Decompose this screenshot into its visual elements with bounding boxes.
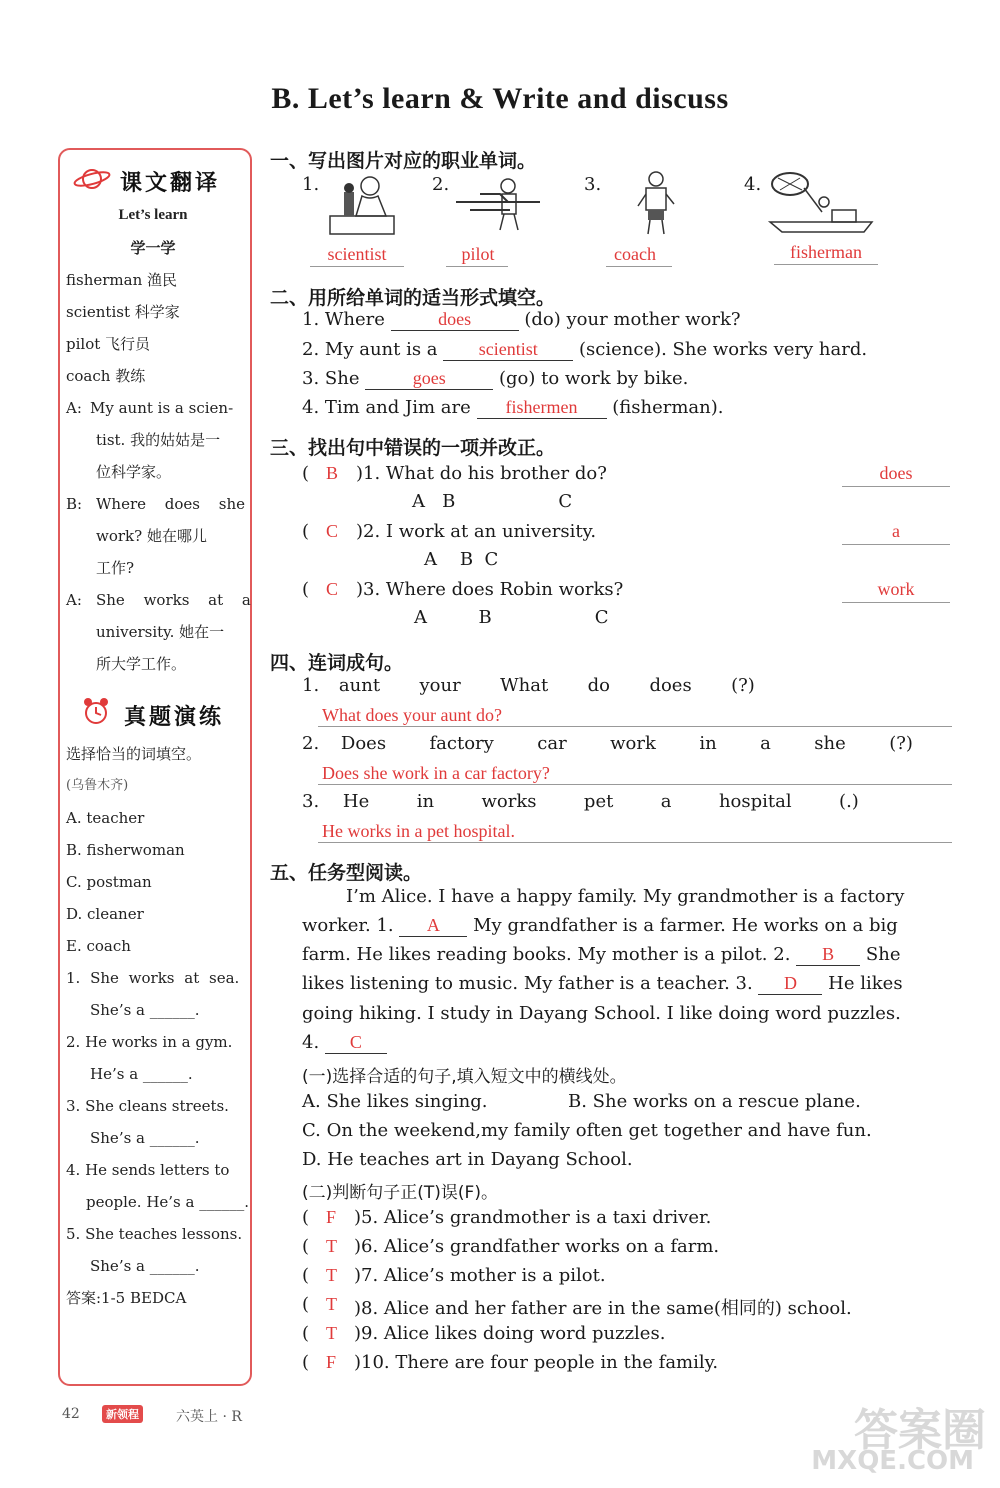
tf-answer: T [326,1294,337,1314]
dialog-line: My aunt is a scien- [90,399,234,417]
passage-line: going hiking. I study in Dayang School. I like doing word puzzles. [302,1003,901,1024]
tf-statement: )6. Alice’s grandfather works on a farm. [354,1236,720,1257]
option-a: A. She likes singing. [302,1091,488,1112]
fill-line-4 [302,397,724,419]
passage-blank: D [758,973,822,995]
error-correction: does [879,463,913,483]
dialog-line: tist. 我的姑姑是一 [96,431,221,449]
tf-answer: F [326,1207,337,1227]
question-line: He’s a ______. [90,1065,193,1083]
passage-line: I’m Alice. I have a happy family. My grandmother is a factory [346,886,905,907]
answer-pilot: pilot [461,244,495,264]
question-line: 5. She teaches lessons. [66,1225,243,1243]
answer-scientist: scientist [327,244,387,264]
planet-icon [72,164,112,198]
dialog-line: 工作? [96,559,135,577]
error-sentence: )3. Where does Robin works? [356,579,624,600]
section5-heading: 五、任务型阅读。 [270,862,423,884]
tf-answer: T [326,1323,337,1343]
fill-line-1 [302,309,741,331]
watermark-site: MXQE.COM [811,1446,974,1476]
dialog-line: She works at a [96,591,251,609]
vocab-item: fisherman 渔民 [66,271,178,289]
tf-answer: F [326,1352,337,1372]
fill-answer: goes [365,368,493,390]
passage-blank: B [796,944,860,966]
option-item: D. cleaner [66,905,144,923]
part1-heading: (一)选择合适的句子,填入短文中的横线处。 [302,1067,627,1087]
question-line: 4. He sends letters to [66,1161,230,1179]
passage-line: likes listening to music. My father is a teacher. 3. D He likes [302,973,903,994]
scrambled-words: 2. Does factory car work in a she (?) [302,733,913,754]
scrambled-words: 3. He in works pet a hospital (.) [302,791,859,812]
coach-icon [634,170,678,240]
sentence-answer: What does your aunt do? [322,705,502,725]
tf-statement: )9. Alice likes doing word puzzles. [354,1323,666,1344]
fill-pre: 1. Where [302,309,385,330]
tf-statement: )5. Alice’s grandmother is a taxi driver. [354,1207,712,1228]
fill-answer: does [391,309,519,331]
tf-answer: T [326,1236,337,1256]
scrambled-words: 1. aunt your What do does (?) [302,675,755,696]
answer-coach: coach [614,244,656,264]
tf-statement: )8. Alice and her father are in the same(相同的) school. [354,1298,852,1319]
fill-answer: scientist [443,339,573,361]
error-labels: A B C [414,607,609,628]
error-choice: C [326,521,339,541]
watermark: 答案圈 [854,1405,986,1456]
section4-heading: 四、连词成句。 [270,652,404,674]
vocab-item: scientist 科学家 [66,303,180,321]
grade-label: 六英上 · R [176,1409,242,1425]
passage-line: 4. C [302,1032,387,1054]
error-choice: B [326,463,339,483]
option-item: B. fisherwoman [66,841,185,859]
dialog-line: work? 她在哪儿 [96,527,207,545]
fill-pre: 4. Tim and Jim are [302,397,471,418]
answer-fisherman: fisherman [790,242,862,262]
passage-line: worker. 1. A My grandfather is a farmer. He works on a big [302,915,898,936]
dialog-speaker: A: [66,591,82,609]
tf-statement: )7. Alice’s mother is a pilot. [354,1265,606,1286]
question-line: She’s a ______. [90,1257,200,1275]
page-title: B. Let’s learn & Write and discuss [271,82,729,115]
dialog-speaker: B: [66,495,83,513]
passage-blank: A [399,915,467,937]
question-line: She’s a ______. [90,1001,200,1019]
fill-post: (science). She works very hard. [579,339,868,360]
fill-post: (do) your mother work? [524,309,741,330]
answer-key: 答案:1-5 BEDCA [66,1289,187,1307]
option-item: C. postman [66,873,152,891]
option-item: E. coach [66,937,131,955]
vocab-item: pilot 飞行员 [66,335,151,353]
practice-heading: 真题演练 [124,705,225,730]
option-c: C. On the weekend,my family often get together and have fun. [302,1120,872,1141]
dialog-line: 位科学家。 [96,463,172,481]
fill-answer: fishermen [477,397,607,419]
sentence-answer: Does she work in a car factory? [322,763,550,783]
item-number: 1. [302,174,320,195]
fill-pre: 3. She [302,368,360,389]
error-correction: a [892,521,900,541]
question-line: 2. He works in a gym. [66,1033,233,1051]
item-number: 3. [584,174,602,195]
section1-heading: 一、写出图片对应的职业单词。 [270,150,537,172]
xue-yi-xue-label: 学一学 [130,239,176,257]
question-line: She’s a ______. [90,1129,200,1147]
lets-learn-label: Let’s learn [118,207,188,223]
pilot-icon [450,170,546,238]
part2-heading: (二)判断句子正(T)误(F)。 [302,1183,498,1203]
brand-logo: 新领程 [102,1405,143,1423]
error-sentence: )2. I work at an university. [356,521,597,542]
fill-line-2 [302,339,867,361]
option-item: A. teacher [66,809,145,827]
tf-answer: T [326,1265,337,1285]
question-line: people. He’s a ______. [86,1193,249,1211]
page-number: 42 [62,1406,80,1422]
item-number: 2. [432,174,450,195]
fill-post: (fisherman). [612,397,724,418]
dialog-line: 所大学工作。 [96,655,187,673]
section3-heading: 三、找出句中错误的一项并改正。 [270,437,556,459]
translate-heading: 课文翻译 [120,171,221,196]
practice-source: (乌鲁木齐) [66,778,129,793]
option-b: B. She works on a rescue plane. [568,1091,861,1112]
fill-pre: 2. My aunt is a [302,339,438,360]
dialog-speaker: A: [66,399,82,417]
error-correction: work [877,579,915,599]
fisherman-icon [760,168,878,244]
fill-line-3 [302,368,688,390]
vocab-item: coach 教练 [66,367,146,385]
error-sentence: )1. What do his brother do? [356,463,607,484]
passage-blank: C [325,1032,387,1054]
alarm-clock-icon [80,696,112,730]
dialog-line: university. 她在一 [96,623,225,641]
scientist-icon [322,170,402,242]
passage-line: farm. He likes reading books. My mother is a pilot. 2. B She [302,944,901,965]
dialog-line: Where does she [96,495,245,513]
error-choice: C [326,579,339,599]
sentence-answer: He works in a pet hospital. [322,821,515,841]
error-labels: A B C [412,491,573,512]
practice-instruction: 选择恰当的词填空。 [66,745,202,763]
tf-statement: )10. There are four people in the family. [354,1352,719,1373]
question-line: 3. She cleans streets. [66,1097,229,1115]
fill-post: (go) to work by bike. [498,368,689,389]
question-line: 1. She works at sea. [66,969,240,987]
item-number: 4. [744,174,762,195]
section2-heading: 二、用所给单词的适当形式填空。 [270,287,556,309]
error-labels: A B C [424,549,499,570]
option-d: D. He teaches art in Dayang School. [302,1149,633,1170]
